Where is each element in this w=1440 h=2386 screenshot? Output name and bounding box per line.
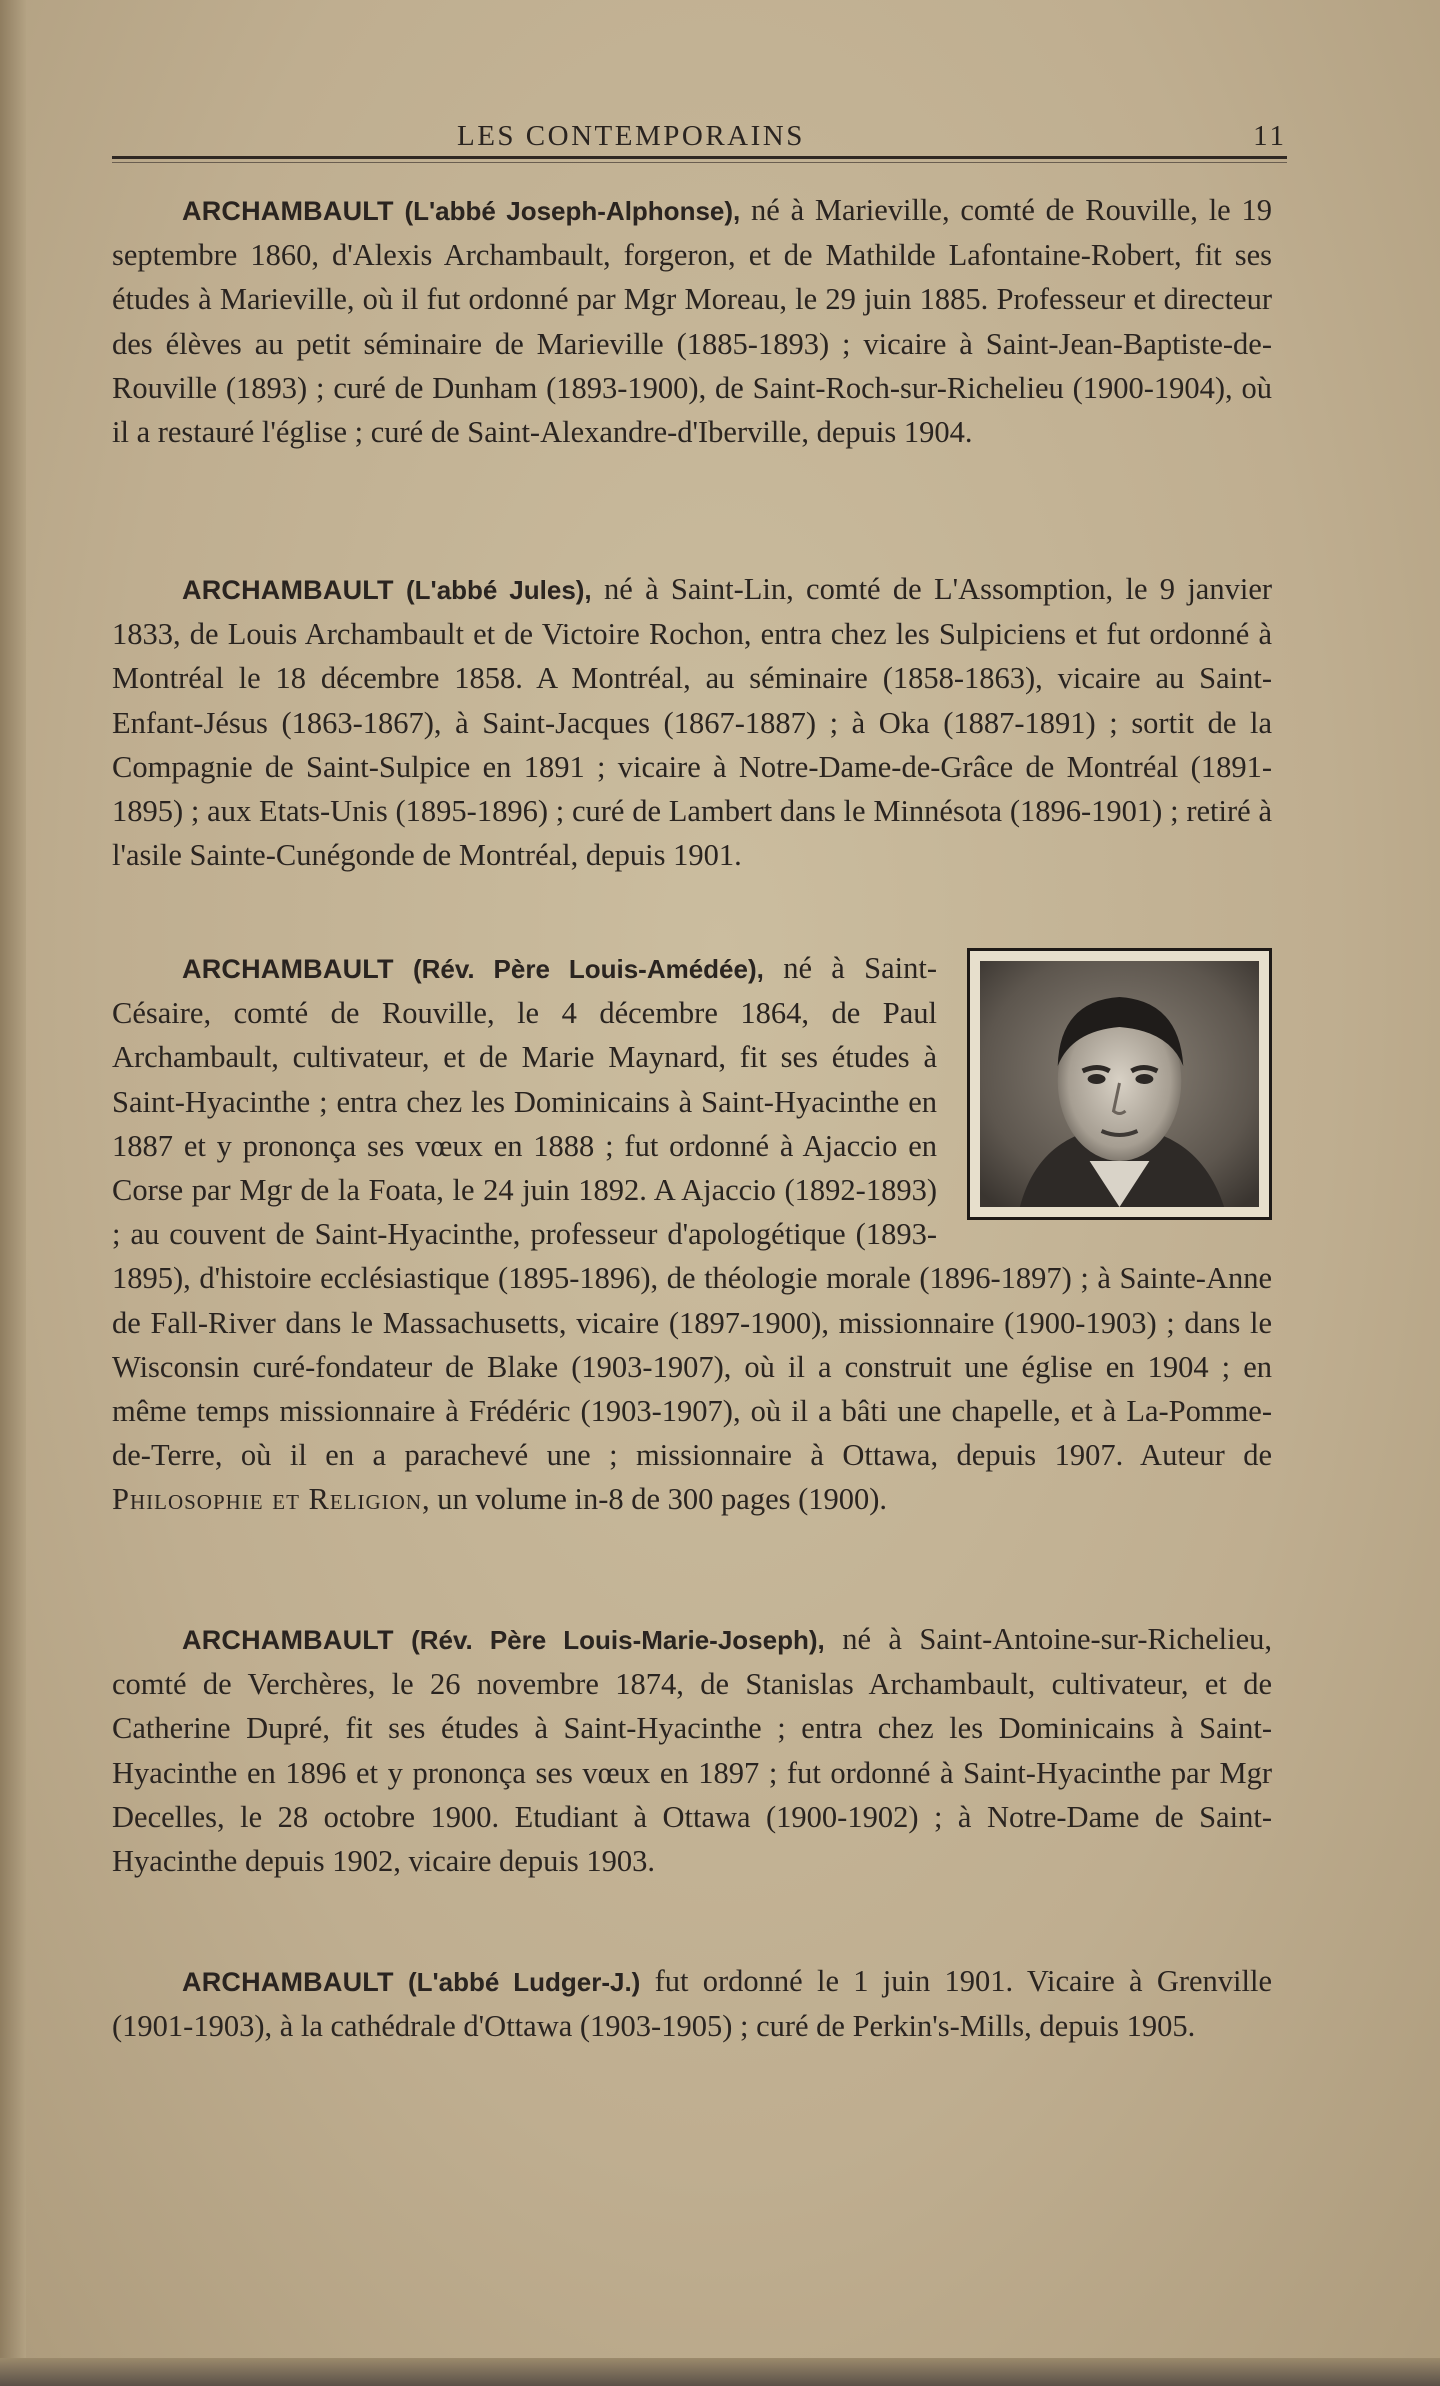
entry-text: né à Saint-Antoine-sur-Richelieu, comté de Verchères, le 26 novembre 1874, de Stanislas Archambault, cultivateur, et de Catherine Dupré, fit ses études à Saint-Hyacinthe ; entra chez les Dominicains à Saint-Hyacinthe en 1896 et y prononça ses vœux en 1897 ; fut ordonné à Saint-Hyacinthe par Mgr Decelles, le 28 octobre 1900. Etudiant à Ottawa (1900-1902) ; à Notre-Dame de Saint-Hyacinthe depuis 1902, vicaire depuis 1903. [112, 1622, 1273, 1879]
header-rule-thin [112, 162, 1287, 163]
entry-jules [112, 567, 1272, 877]
entry-text: né à Marieville, comté de Rouville, le 19 septembre 1860, d'Alexis Archambault, forgeron, et de Mathilde Lafontaine-Robert, fit ses études à Marieville, où il fut ordonné par Mgr Moreau, le 29 juin 1885. Professeur et directeur des élèves au petit séminaire de Marieville (1885-1893) ; vicaire à Saint-Jean-Baptiste-de-Rouville (1893) ; curé de Dunham (1893-1900), de Saint-Roch-sur-Richelieu (1900-1904), où il a restauré l'église ; curé de Saint-Alexandre-d'Iberville, depuis 1904. [112, 193, 1272, 450]
header-rule [112, 156, 1287, 159]
entry-qualifier: (L'abbé Joseph-Alphonse), [404, 196, 741, 226]
running-title: LES CONTEMPORAINS [457, 120, 805, 152]
entry-qualifier: (L'abbé Jules), [405, 575, 592, 605]
entry-name: ARCHAMBAULT [182, 196, 394, 226]
book-title: Philosophie et Religion [112, 1482, 423, 1517]
entry-text: fut ordonné le 1 juin 1901. Vicaire à Grenville (1901-1903), à la cathédrale d'Ottawa (1903-1905) ; curé de Perkin's-Mills, depuis 1905. [112, 1964, 1273, 2044]
entry-qualifier: (Rév. Père Louis-Marie-Joseph), [411, 1625, 825, 1655]
entry-name: ARCHAMBAULT [182, 1625, 394, 1655]
page-spine-shadow [0, 0, 26, 2386]
entry-louis-amedee [112, 946, 1272, 1522]
entry-joseph-alphonse [112, 188, 1272, 454]
entry-qualifier: (Rév. Père Louis-Amédée), [412, 954, 764, 984]
entry-name: ARCHAMBAULT [182, 954, 394, 984]
entry-text-after: , un volume in-8 de 300 pages (1900). [422, 1482, 888, 1517]
entry-qualifier: (L'abbé Ludger-J.) [407, 1967, 641, 1997]
portrait-photo [967, 948, 1272, 1220]
portrait-image [980, 961, 1259, 1207]
page-number: 11 [1253, 120, 1287, 152]
entry-ludger-j [112, 1959, 1272, 2048]
entry-louis-marie-joseph [112, 1617, 1272, 1883]
running-header [112, 116, 1287, 160]
entry-name: ARCHAMBAULT [182, 1967, 394, 1997]
entry-text: né à Saint-Césaire, comté de Rouville, le 4 décembre 1864, de Paul Archambault, cultivateur, et de Marie Maynard, fit ses études à Saint-Hyacinthe ; entra chez les Dominicains à Saint-Hyacinthe en 1887 et y prononça ses vœux en 1888 ; fut ordonné à Ajaccio en Corse par Mgr de la Foata, le 24 juin 1892. A Ajaccio (1892-1893) ; au couvent de Saint-Hyacinthe, professeur d'apologétique (1893-1895), d'histoire ecclésiastique (1895-1896), de théologie morale (1896-1897) ; à Sainte-Anne de Fall-River dans le Massachusetts, vicaire (1897-1900), missionnaire (1900-1903) ; dans le Wisconsin curé-fondateur de Blake (1903-1907), où il a construit une église en 1904 ; en même temps missionnaire à Frédéric (1903-1907), où il a bâti une chapelle, et à La-Pomme-de-Terre, où il en a parachevé une ; missionnaire à Ottawa, depuis 1907. Auteur de [112, 951, 1272, 1473]
entry-text: né à Saint-Lin, comté de L'Assomption, le 9 janvier 1833, de Louis Archambault et de Victoire Rochon, entra chez les Sulpiciens et fut ordonné à Montréal le 18 décembre 1858. A Montréal, au séminaire (1858-1863), vicaire au Saint-Enfant-Jésus (1863-1867), à Saint-Jacques (1867-1887) ; à Oka (1887-1891) ; sortit de la Compagnie de Saint-Sulpice en 1891 ; vicaire à Notre-Dame-de-Grâce de Montréal (1891-1895) ; aux Etats-Unis (1895-1896) ; curé de Lambert dans le Minnésota (1896-1901) ; retiré à l'asile Sainte-Cunégonde de Montréal, depuis 1901. [112, 572, 1273, 873]
entry-name: ARCHAMBAULT [182, 575, 394, 605]
page-bottom-edge [0, 2358, 1440, 2386]
